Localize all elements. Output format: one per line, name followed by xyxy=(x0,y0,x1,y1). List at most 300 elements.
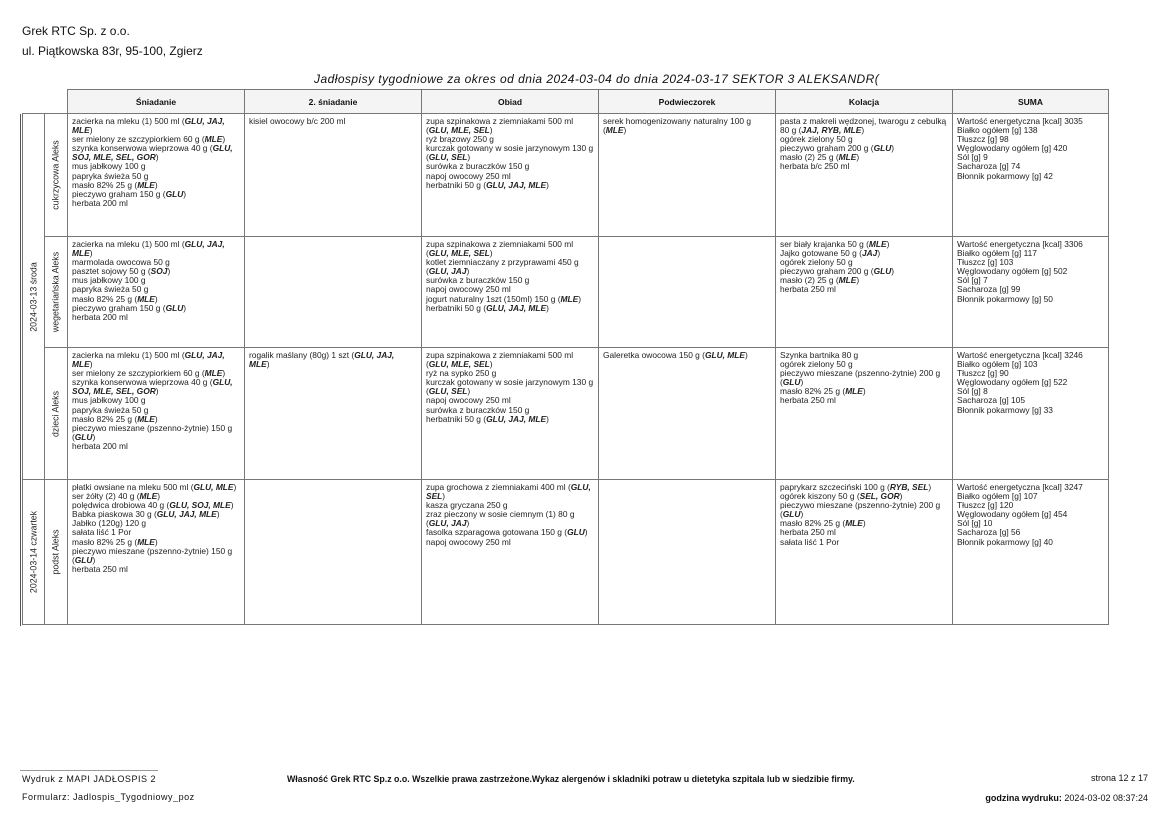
line-text: ) xyxy=(856,275,860,286)
cell-line xyxy=(249,117,417,126)
line-text: masło 82% 25 g ( xyxy=(72,179,138,190)
line-text: ) xyxy=(800,509,804,520)
line-text: Wartość energetyczna [kcal] 3246 xyxy=(957,350,1083,360)
cell-line xyxy=(72,378,240,396)
cell-line xyxy=(780,501,948,519)
menu-table xyxy=(22,89,1109,625)
line-text: ser mielony ze szczypiorkiem 60 g ( xyxy=(72,368,205,379)
line-text: ) xyxy=(489,125,493,136)
allergen-codes: GLU, JAJ, MLE xyxy=(72,116,225,136)
line-text: napoj owocowy 250 ml xyxy=(426,395,511,406)
line-text: pieczywo graham 150 g ( xyxy=(72,188,166,199)
footer-copyright: Własność Grek RTC Sp.z o.o. Wszelkie prawa zastrzeżone.Wykaz alergenów i skladniki potraw u dietetyka szpitala lub w siedzibie firmy. xyxy=(287,774,855,784)
line-text: ) xyxy=(154,413,158,424)
col-header-obiad: Obiad xyxy=(422,90,599,114)
line-text: ) xyxy=(489,359,493,370)
line-text: pasztet sojowy 50 g ( xyxy=(72,266,151,277)
line-text: zraz pieczony w sosie ciemnym (1) 80 g ( xyxy=(426,509,575,529)
line-text: Białko ogółem [g] 103 xyxy=(957,359,1038,370)
line-text: zupa grochowa z ziemniakami 400 ml ( xyxy=(426,482,571,492)
line-text: kisiel owocowy b/c 200 ml xyxy=(249,116,346,126)
line-text: napoj owocowy 250 ml xyxy=(426,284,511,295)
line-text: ) xyxy=(89,359,93,370)
meal-cell xyxy=(68,480,245,625)
line-text: ) xyxy=(266,359,270,370)
cell-line xyxy=(426,181,594,190)
footer-page-number: strona 12 z 17 xyxy=(1090,773,1148,783)
allergen-codes: GLU, JAJ, MLE xyxy=(72,239,225,259)
line-text: papryka świeża 50 g xyxy=(72,404,149,415)
cell-line xyxy=(72,351,240,369)
line-text: ) xyxy=(546,302,549,313)
footer-divider xyxy=(20,770,158,771)
meal-cell xyxy=(422,114,599,237)
col-header-sniadanie: Śniadanie xyxy=(68,90,245,114)
cell-line xyxy=(426,117,594,135)
line-text: masło (2) 25 g ( xyxy=(780,152,839,163)
allergen-codes: GLU, JAJ, MLE xyxy=(249,350,395,370)
allergen-codes: JAJ, RYB, MLE xyxy=(801,125,862,136)
line-text: ) xyxy=(442,491,446,502)
line-text: mus jabłkowy 100 g xyxy=(72,395,146,406)
line-text: ) xyxy=(89,248,93,259)
cell-line xyxy=(426,538,594,547)
line-text: ryż na sypko 250 g xyxy=(426,368,497,379)
cell-line xyxy=(426,240,594,258)
allergen-codes: SEL, GOR xyxy=(859,491,900,502)
line-text: paprykarz szczeciński 100 g ( xyxy=(780,482,890,492)
allergen-codes: MLE xyxy=(838,152,857,163)
line-text: sałata liść 1 Por xyxy=(780,536,840,547)
line-text: ) xyxy=(222,134,226,145)
footer-print-time-value: 2024-03-02 08:37:24 xyxy=(1064,793,1148,803)
allergen-codes: MLE xyxy=(137,179,155,190)
left-margin-line xyxy=(20,114,21,626)
diet-label: podst Aleks xyxy=(50,529,61,575)
allergen-codes: JAJ xyxy=(861,248,878,259)
meal-cell xyxy=(68,114,245,237)
cell-line xyxy=(957,172,1104,181)
allergen-codes: MLE xyxy=(139,491,158,502)
line-text: napoj owocowy 250 ml xyxy=(426,170,511,181)
line-text: Jabłko (120g) 120 g xyxy=(72,518,147,529)
line-text: ) xyxy=(154,536,158,547)
meal-cell xyxy=(599,237,776,348)
line-text: ) xyxy=(856,152,860,163)
line-text: Węglowodany ogółem [g] 502 xyxy=(957,266,1068,277)
line-text: Sól [g] 7 xyxy=(957,275,988,286)
cell-line xyxy=(72,442,240,451)
line-text: Jajko gotowane 50 g ( xyxy=(780,248,862,259)
line-text: Błonnik pokarmowy [g] 33 xyxy=(957,404,1053,415)
line-text: pieczywo graham 150 g ( xyxy=(72,302,166,313)
meal-cell xyxy=(422,237,599,348)
line-text: mus jabłkowy 100 g xyxy=(72,161,146,172)
line-text: herbata 250 ml xyxy=(780,284,836,295)
table-row xyxy=(23,348,1109,480)
line-text: napoj owocowy 250 ml xyxy=(426,536,511,547)
line-text: rogalik maślany (80g) 1 szt ( xyxy=(249,350,355,360)
cell-line xyxy=(426,483,594,501)
line-text: Węglowodany ogółem [g] 454 xyxy=(957,509,1068,520)
cell-line xyxy=(426,258,594,276)
line-text: ) xyxy=(466,266,470,277)
meal-cell xyxy=(422,348,599,480)
line-text: ) xyxy=(623,125,627,136)
diet-label: dzieci Aleks xyxy=(50,390,61,437)
meal-cell xyxy=(245,480,422,625)
line-text: Węglowodany ogółem [g] 420 xyxy=(957,143,1068,154)
meal-cell xyxy=(776,114,953,237)
line-text: kurczak gotowany w sosie jarzynowym 130 g ( xyxy=(426,143,594,163)
line-text: ) xyxy=(155,152,159,163)
allergen-codes: GLU xyxy=(782,377,801,388)
line-text: ) xyxy=(861,125,865,136)
sum-cell xyxy=(953,348,1109,480)
line-text: pieczywo graham 200 g ( xyxy=(780,143,874,154)
line-text: Tłuszcz [g] 98 xyxy=(957,134,1009,145)
sum-cell xyxy=(953,114,1109,237)
allergen-codes: MLE xyxy=(838,275,857,286)
meal-cell xyxy=(245,237,422,348)
line-text: jogurt naturalny 1szt (150ml) 150 g ( xyxy=(426,293,561,304)
line-text: masło 82% 25 g ( xyxy=(72,536,138,547)
line-text: ) xyxy=(154,179,158,190)
cell-line xyxy=(72,547,240,565)
allergen-codes: MLE xyxy=(137,536,155,547)
line-text: zacierka na mleku (1) 500 ml ( xyxy=(72,350,185,360)
allergen-codes: SOJ xyxy=(150,266,168,277)
line-text: Białko ogółem [g] 138 xyxy=(957,125,1038,136)
meal-cell xyxy=(599,480,776,625)
line-text: ) xyxy=(92,554,96,565)
line-text: szynka konserwowa wieprzowa 40 g ( xyxy=(72,143,213,154)
line-text: zupa szpinakowa z ziemniakami 500 ml ( xyxy=(426,239,574,259)
allergen-codes: GLU, JAJ, MLE xyxy=(486,413,547,424)
col-header-podwieczorek: Podwieczorek xyxy=(599,90,776,114)
line-text: mus jabłkowy 100 g xyxy=(72,275,146,286)
line-text: ) xyxy=(233,482,237,492)
line-text: ogórek zielony 50 g xyxy=(780,257,853,268)
cell-line xyxy=(780,285,948,294)
column-header-row xyxy=(23,90,1109,114)
diet-cell xyxy=(45,237,68,348)
line-text: Tłuszcz [g] 103 xyxy=(957,257,1014,268)
line-text: ) xyxy=(92,431,96,442)
line-text: pieczywo graham 200 g ( xyxy=(780,266,874,277)
meal-cell xyxy=(599,114,776,237)
allergen-codes: MLE xyxy=(137,413,155,424)
line-text: ) xyxy=(230,500,234,511)
line-text: ) xyxy=(183,188,187,199)
allergen-codes: GLU, SOJ, MLE, SEL, GOR xyxy=(72,377,233,397)
line-text: ) xyxy=(467,152,471,163)
cell-line xyxy=(426,378,594,396)
line-text: Tłuszcz [g] 90 xyxy=(957,368,1009,379)
line-text: ) xyxy=(862,386,866,397)
line-text: pasta z makreli wędzonej, twarogu z cebulką 80 g ( xyxy=(780,116,947,136)
line-text: ) xyxy=(183,302,187,313)
line-text: masło (2) 25 g ( xyxy=(780,275,839,286)
document-title: Jadłospisy tygodniowe za okres od dnia 2024-03-04 do dnia 2024-03-17 SEKTOR 3 ALEKSANDR( xyxy=(314,72,880,86)
cell-line xyxy=(426,351,594,369)
sum-cell xyxy=(953,480,1109,625)
line-text: ) xyxy=(222,368,226,379)
line-text: fasolka szparagowa gotowana 150 g ( xyxy=(426,527,568,538)
line-text: Wartość energetyczna [kcal] 3035 xyxy=(957,116,1083,126)
allergen-codes: GLU, JAJ, MLE xyxy=(486,179,547,190)
meal-cell xyxy=(776,237,953,348)
day-label: 2024-03-14 czwartek xyxy=(27,510,38,594)
line-text: Białko ogółem [g] 117 xyxy=(957,248,1037,259)
line-text: ) xyxy=(157,491,160,502)
line-text: ser biały krajanka 50 g ( xyxy=(780,239,869,249)
allergen-codes: GLU xyxy=(782,509,801,520)
meal-cell xyxy=(776,348,953,480)
day-cell xyxy=(23,114,45,480)
allergen-codes: GLU, JAJ, MLE xyxy=(72,350,225,370)
line-text: szynka konserwowa wieprzowa 40 g ( xyxy=(72,377,213,388)
allergen-codes: GLU, SEL xyxy=(428,152,468,163)
day-label: 2024-03-13 środa xyxy=(27,261,38,332)
company-address: ul. Piątkowska 83r, 95-100, Zgierz xyxy=(22,44,203,58)
sum-cell xyxy=(953,237,1109,348)
footer-print-time xyxy=(985,793,1148,803)
line-text: Wartość energetyczna [kcal] 3306 xyxy=(957,239,1083,249)
cell-line xyxy=(603,351,771,360)
line-text: Tłuszcz [g] 120 xyxy=(957,500,1014,511)
diet-cell xyxy=(45,480,68,625)
line-text: ) xyxy=(154,293,158,304)
line-text: masło 82% 25 g ( xyxy=(72,293,138,304)
meal-cell xyxy=(599,348,776,480)
meal-cell xyxy=(422,480,599,625)
line-text: ) xyxy=(891,143,895,154)
line-text: Galeretka owocowa 150 g ( xyxy=(603,350,705,360)
col-header-kolacja: Kolacja xyxy=(776,90,953,114)
line-text: herbata b/c 250 ml xyxy=(780,161,850,172)
allergen-codes: GLU xyxy=(74,554,93,565)
footer-form-name: Formularz: Jadlospis_Tygodniowy_poz xyxy=(22,792,195,802)
allergen-codes: GLU, JAJ, MLE xyxy=(156,509,217,520)
line-text: papryka świeża 50 g xyxy=(72,170,149,181)
allergen-codes: MLE xyxy=(204,134,223,145)
line-text: pieczywo mieszane (pszenno-żytnie) 150 g ( xyxy=(72,545,233,565)
line-text: Błonnik pokarmowy [g] 42 xyxy=(957,170,1053,181)
allergen-codes: RYB, SEL xyxy=(889,482,929,492)
line-text: Białko ogółem [g] 107 xyxy=(957,491,1038,502)
line-text: ) xyxy=(546,179,549,190)
meal-cell xyxy=(776,480,953,625)
line-text: Sól [g] 10 xyxy=(957,518,993,529)
allergen-codes: GLU, SEL xyxy=(428,386,468,397)
corner-blank xyxy=(23,90,45,114)
line-text: masło 82% 25 g ( xyxy=(72,413,138,424)
line-text: kurczak gotowany w sosie jarzynowym 130 g ( xyxy=(426,377,594,397)
line-text: ryż brązowy 250 g xyxy=(426,134,494,145)
line-text: ) xyxy=(862,518,866,529)
table-row xyxy=(23,114,1109,237)
line-text: ogórek zielony 50 g xyxy=(780,134,853,145)
allergen-codes: MLE xyxy=(560,293,579,304)
line-text: płatki owsiane na mleku 500 ml ( xyxy=(72,482,194,492)
allergen-codes: MLE xyxy=(868,239,887,249)
allergen-codes: GLU, MLE xyxy=(193,482,234,492)
line-text: ) xyxy=(467,386,471,397)
line-text: herbata 200 ml xyxy=(72,440,128,451)
allergen-codes: GLU xyxy=(165,302,184,313)
diet-label: wegetariańska Aleks xyxy=(50,251,61,333)
line-text: zupa szpinakowa z ziemniakami 500 ml ( xyxy=(426,116,574,136)
allergen-codes: MLE xyxy=(137,293,155,304)
line-text: papryka świeża 50 g xyxy=(72,284,149,295)
allergen-codes: MLE xyxy=(845,518,863,529)
allergen-codes: MLE xyxy=(845,386,863,397)
line-text: Szynka bartnika 80 g xyxy=(780,350,859,360)
cell-line xyxy=(249,351,417,369)
cell-line xyxy=(780,538,948,547)
line-text: ) xyxy=(489,248,493,259)
allergen-codes: GLU, MLE, SEL xyxy=(428,248,490,259)
line-text: surówka z buraczków 150 g xyxy=(426,275,530,286)
line-text: Węglowodany ogółem [g] 522 xyxy=(957,377,1068,388)
day-cell xyxy=(23,480,45,625)
line-text: herbata 250 ml xyxy=(780,527,836,538)
line-text: ) xyxy=(800,377,804,388)
line-text: Sacharoza [g] 105 xyxy=(957,395,1025,406)
line-text: zupa szpinakowa z ziemniakami 500 ml ( xyxy=(426,350,574,370)
allergen-codes: GLU xyxy=(74,431,93,442)
cell-line xyxy=(72,313,240,322)
line-text: kotlet ziemniaczany z przyprawami 450 g ( xyxy=(426,257,579,277)
diet-cell xyxy=(45,114,68,237)
line-text: Błonnik pokarmowy [g] 50 xyxy=(957,293,1053,304)
line-text: Wartość energetyczna [kcal] 3247 xyxy=(957,482,1083,492)
line-text: zacierka na mleku (1) 500 ml ( xyxy=(72,116,185,126)
line-text: Babka piaskowa 30 g ( xyxy=(72,509,157,520)
line-text: Sól [g] 9 xyxy=(957,152,988,163)
cell-line xyxy=(957,295,1104,304)
line-text: ) xyxy=(89,125,93,136)
allergen-codes: MLE xyxy=(605,125,624,136)
line-text: ) xyxy=(899,491,903,502)
allergen-codes: GLU, JAJ xyxy=(428,518,467,529)
line-text: Sacharoza [g] 56 xyxy=(957,527,1021,538)
allergen-codes: GLU xyxy=(873,266,892,277)
cell-line xyxy=(426,415,594,424)
table-row xyxy=(23,237,1109,348)
line-text: herbata 250 ml xyxy=(780,395,836,406)
line-text: serek homogenizowany naturalny 100 g ( xyxy=(603,116,752,136)
meal-cell xyxy=(68,237,245,348)
line-text: ) xyxy=(891,266,895,277)
line-text: pieczywo mieszane (pszenno-żytnie) 200 g ( xyxy=(780,368,941,388)
cell-line xyxy=(957,406,1104,415)
allergen-codes: GLU xyxy=(165,188,184,199)
allergen-codes: GLU, SOJ, MLE, SEL, GOR xyxy=(72,143,233,163)
line-text: ) xyxy=(744,350,748,360)
allergen-codes: GLU, SOJ, MLE xyxy=(169,500,231,511)
meal-cell xyxy=(245,348,422,480)
line-text: herbatniki 50 g ( xyxy=(426,302,487,313)
line-text: polędwica drobiowa 40 g ( xyxy=(72,500,170,511)
cell-line xyxy=(72,240,240,258)
line-text: herbatniki 50 g ( xyxy=(426,413,487,424)
cell-line xyxy=(72,424,240,442)
allergen-codes: GLU xyxy=(873,143,892,154)
allergen-codes: GLU, JAJ, MLE xyxy=(486,302,547,313)
line-text: ) xyxy=(584,527,588,538)
line-text: ) xyxy=(578,293,582,304)
line-text: herbata 200 ml xyxy=(72,311,128,322)
company-name: Grek RTC Sp. z o.o. xyxy=(22,24,130,38)
cell-line xyxy=(780,396,948,405)
line-text: sałata liść 1 Por xyxy=(72,527,132,538)
cell-line xyxy=(603,117,771,135)
line-text: Błonnik pokarmowy [g] 40 xyxy=(957,536,1053,547)
line-text: ser mielony ze szczypiorkiem 60 g ( xyxy=(72,134,205,145)
allergen-codes: GLU, MLE, SEL xyxy=(428,359,490,370)
cell-line xyxy=(72,144,240,162)
cell-line xyxy=(780,162,948,171)
footer-print-source: Wydruk z MAPI JADŁOSPIS 2 xyxy=(22,774,156,784)
line-text: pieczywo mieszane (pszenno-żytnie) 200 g ( xyxy=(780,500,941,520)
line-text: ser żółty (2) 40 g ( xyxy=(72,491,140,502)
line-text: marmolada owocowa 50 g xyxy=(72,257,170,268)
line-text: masło 82% 25 g ( xyxy=(780,386,846,397)
line-text: Sacharoza [g] 99 xyxy=(957,284,1021,295)
cell-line xyxy=(780,117,948,135)
line-text: pieczywo mieszane (pszenno-żytnie) 150 g ( xyxy=(72,422,233,442)
cell-line xyxy=(426,144,594,162)
line-text: ogórek zielony 50 g xyxy=(780,359,853,370)
line-text: Sól [g] 8 xyxy=(957,386,988,397)
line-text: ogórek kiszony 50 g ( xyxy=(780,491,860,502)
cell-line xyxy=(72,117,240,135)
line-text: surówka z buraczków 150 g xyxy=(426,161,530,172)
cell-line xyxy=(780,369,948,387)
line-text: ) xyxy=(167,266,171,277)
corner-blank xyxy=(45,90,68,114)
meal-cell xyxy=(68,348,245,480)
line-text: ) xyxy=(216,509,220,520)
col-header-2-sniadanie: 2. śniadanie xyxy=(245,90,422,114)
allergen-codes: GLU, JAJ xyxy=(428,266,467,277)
allergen-codes: GLU, SEL xyxy=(426,482,591,502)
line-text: ) xyxy=(886,239,890,249)
line-text: Sacharoza [g] 74 xyxy=(957,161,1021,172)
line-text: ) xyxy=(928,482,932,492)
line-text: kasza gryczana 250 g xyxy=(426,500,508,511)
footer-print-time-label: godzina wydruku: xyxy=(985,793,1062,803)
line-text: herbata 200 ml xyxy=(72,197,128,208)
cell-line xyxy=(426,510,594,528)
line-text: masło 82% 25 g ( xyxy=(780,518,846,529)
meal-cell xyxy=(245,114,422,237)
line-text: ) xyxy=(877,248,881,259)
line-text: ) xyxy=(466,518,470,529)
table-row xyxy=(23,480,1109,625)
cell-line xyxy=(72,199,240,208)
line-text: herbata 250 ml xyxy=(72,563,128,574)
line-text: ) xyxy=(546,413,549,424)
cell-line xyxy=(72,565,240,574)
allergen-codes: GLU, MLE xyxy=(704,350,745,360)
line-text: zacierka na mleku (1) 500 ml ( xyxy=(72,239,185,249)
cell-line xyxy=(426,304,594,313)
line-text: ) xyxy=(155,386,159,397)
line-text: surówka z buraczków 150 g xyxy=(426,404,530,415)
